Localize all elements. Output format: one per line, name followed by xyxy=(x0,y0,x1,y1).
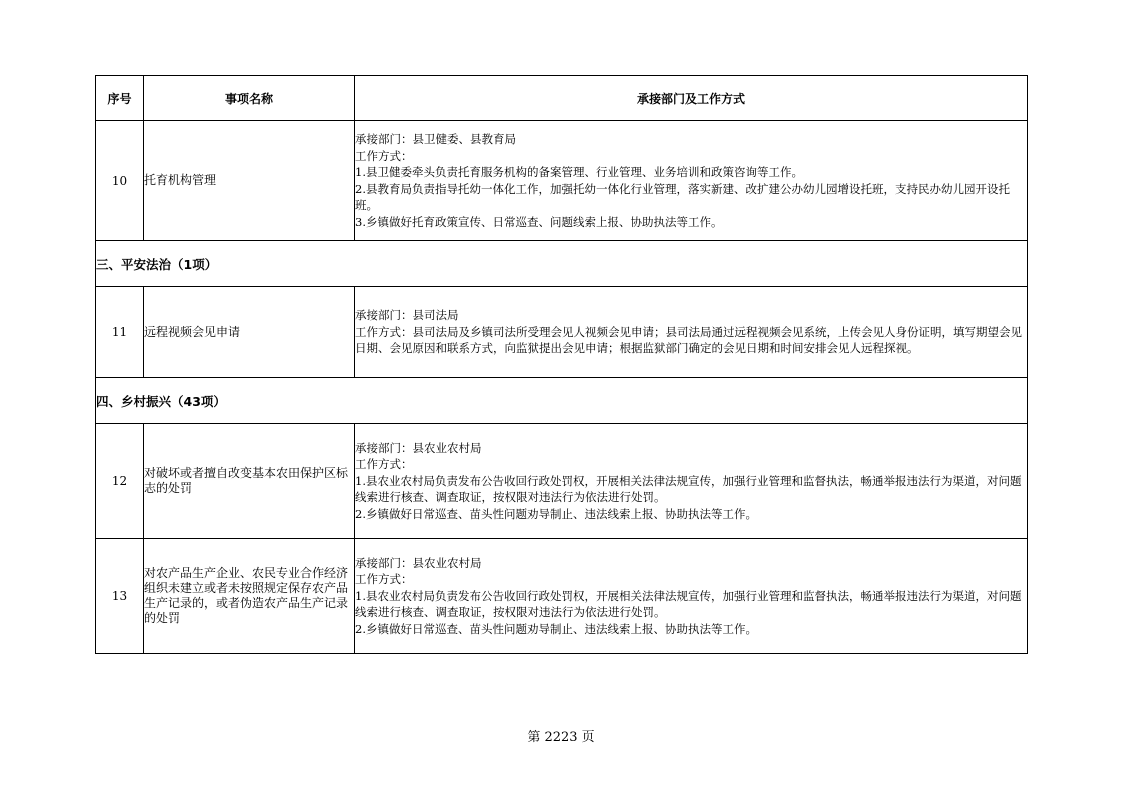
row-name: 托育机构管理 xyxy=(144,121,355,241)
row-detail xyxy=(355,121,1028,241)
row-detail xyxy=(355,539,1028,654)
matters-table xyxy=(95,75,1028,654)
header-seq: 序号 xyxy=(96,76,144,121)
row-detail xyxy=(355,287,1028,378)
section-row xyxy=(96,241,1028,287)
detail-line: 2.乡镇做好日常巡查、苗头性问题劝导制止、违法线索上报、协助执法等工作。 xyxy=(355,506,757,521)
header-row xyxy=(96,76,1028,121)
row-seq: 12 xyxy=(96,424,144,539)
detail-line: 1.县农业农村局负责发布公告收回行政处罚权，开展相关法律法规宣传，加强行业管理和监督执法，畅通举报违法行为渠道，对问题线索进行核查、调查取证，按权限对违法行为依法进行处罚。 xyxy=(355,588,1022,620)
row-seq: 13 xyxy=(96,539,144,654)
section-row xyxy=(96,378,1028,424)
table-row xyxy=(96,539,1028,654)
table-body xyxy=(96,121,1028,654)
row-name: 对农产品生产企业、农民专业合作经济组织未建立或者未按照规定保存农产品生产记录的，或者伪造农产品生产记录的处罚 xyxy=(144,539,355,654)
row-detail xyxy=(355,424,1028,539)
header-name: 事项名称 xyxy=(144,76,355,121)
detail-line: 3.乡镇做好托育政策宣传、日常巡查、问题线索上报、协助执法等工作。 xyxy=(355,214,723,229)
section-title: 四、乡村振兴（43项） xyxy=(96,378,1028,424)
row-name: 远程视频会见申请 xyxy=(144,287,355,378)
detail-line: 工作方式： xyxy=(355,572,413,587)
detail-line: 1.县卫健委牵头负责托育服务机构的备案管理、行业管理、业务培训和政策咨询等工作。 xyxy=(355,165,803,179)
detail-line: 工作方式： xyxy=(355,457,413,472)
row-seq: 10 xyxy=(96,121,144,241)
row-seq: 11 xyxy=(96,287,144,378)
detail-line: 工作方式： xyxy=(355,148,413,163)
table-row xyxy=(96,424,1028,539)
detail-line: 1.县农业农村局负责发布公告收回行政处罚权，开展相关法律法规宣传，加强行业管理和监督执法，畅通举报违法行为渠道，对问题线索进行核查、调查取证，按权限对违法行为依法进行处罚。 xyxy=(355,473,1022,505)
detail-line: 工作方式：县司法局及乡镇司法所受理会见人视频会见申请；县司法局通过远程视频会见系统，上传会见人身份证明，填写期望会见日期、会见原因和联系方式，向监狱提出会见申请；根据监狱部门确定的会见日期和时间安排会见人远程探视。 xyxy=(355,324,1022,356)
detail-line: 2.县教育局负责指导托幼一体化工作，加强托幼一体化行业管理，落实新建、改扩建公办幼儿园增设托班，支持民办幼儿园开设托班。 xyxy=(355,181,1010,212)
table-row xyxy=(96,287,1028,378)
row-name: 对破坏或者擅自改变基本农田保护区标志的处罚 xyxy=(144,424,355,539)
detail-line: 承接部门：县农业农村局 xyxy=(355,440,482,455)
detail-line: 承接部门：县农业农村局 xyxy=(355,555,482,570)
detail-line: 承接部门：县卫健委、县教育局 xyxy=(355,132,516,146)
header-detail: 承接部门及工作方式 xyxy=(355,76,1028,121)
table-row xyxy=(96,121,1028,241)
section-title: 三、平安法治（1项） xyxy=(96,241,1028,287)
page-number: 第 2223 页 xyxy=(527,730,595,745)
detail-line: 承接部门：县司法局 xyxy=(355,308,459,323)
detail-line: 2.乡镇做好日常巡查、苗头性问题劝导制止、违法线索上报、协助执法等工作。 xyxy=(355,621,757,636)
